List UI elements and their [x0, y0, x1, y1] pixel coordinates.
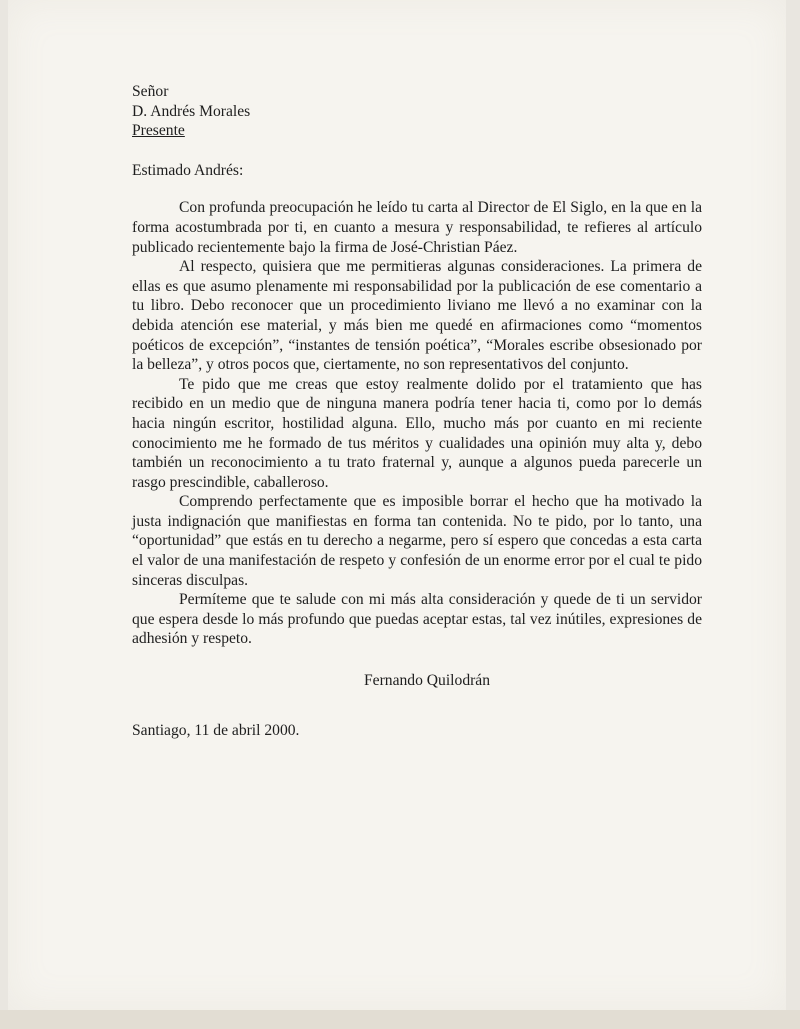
- paragraph-1: Con profunda preocupación he leído tu carta al Director de El Siglo, en la que en la forma acostumbrada por ti, en cuanto a mesura y responsabilidad, te refieres al artículo publicado recientemente bajo la firma de José-Christian Páez.: [132, 199, 702, 256]
- addressee-name: D. Andrés Morales: [132, 102, 251, 120]
- signature: Fernando Quilodrán: [364, 672, 491, 690]
- letter-page: [8, 0, 786, 1010]
- place-date: Santiago, 11 de abril 2000.: [132, 721, 300, 739]
- salutation: Estimado Andrés:: [132, 161, 244, 179]
- paragraph-4: Comprendo perfectamente que es imposible borrar el hecho que ha motivado la justa indignación que manifiestas en forma tan contenida. No te pido, por lo tanto, una “oportunidad” que estás en tu derecho a negarme, pero sí espero que concedas a esta carta el valor de una manifestación de respeto y confesión de un enorme error por el cual te pido sinceras disculpas.: [132, 493, 702, 589]
- addressee-presente: Presente: [132, 122, 185, 140]
- addressee-title: Señor: [132, 83, 169, 100]
- paragraph-3: Te pido que me creas que estoy realmente dolido por el tratamiento que has recibido en un medio que de ninguna manera podría tener hacia ti, como por lo demás hacia ningún escritor, hostilidad alguna. Ello, mucho más por cuanto en mi reciente conocimiento me he formado de tus méritos y cualidades una opinión muy alta y, debo también un reconocimiento a tu trato fraternal y, aunque a algunos pueda parecerle un rasgo prescindible, caballeroso.: [132, 375, 702, 491]
- paragraph-2: Al respecto, quisiera que me permitieras algunas consideraciones. La primera de ellas es que asumo plenamente mi responsabilidad por la publicación de ese comentario a tu libro. Debo reconocer que un procedimiento liviano me llevó a no examinar con la debida atención ese material, y más bien me quedé en afirmaciones como “momentos poéticos de excepción”, “instantes de tensión poética”, “Morales escribe obsesionado por la belleza”, y otros pocos que, ciertamente, no son representativos del conjunto.: [132, 258, 702, 374]
- addressee-block: [132, 82, 702, 141]
- letter-content: [132, 82, 702, 740]
- letter-body: [132, 198, 702, 649]
- scan-bottom-edge: [0, 1010, 800, 1029]
- paragraph-5: Permíteme que te salude con mi más alta consideración y quede de ti un servidor que espera desde lo más profundo que puedas aceptar estas, tal vez inútiles, expresiones de adhesión y respeto.: [132, 591, 702, 648]
